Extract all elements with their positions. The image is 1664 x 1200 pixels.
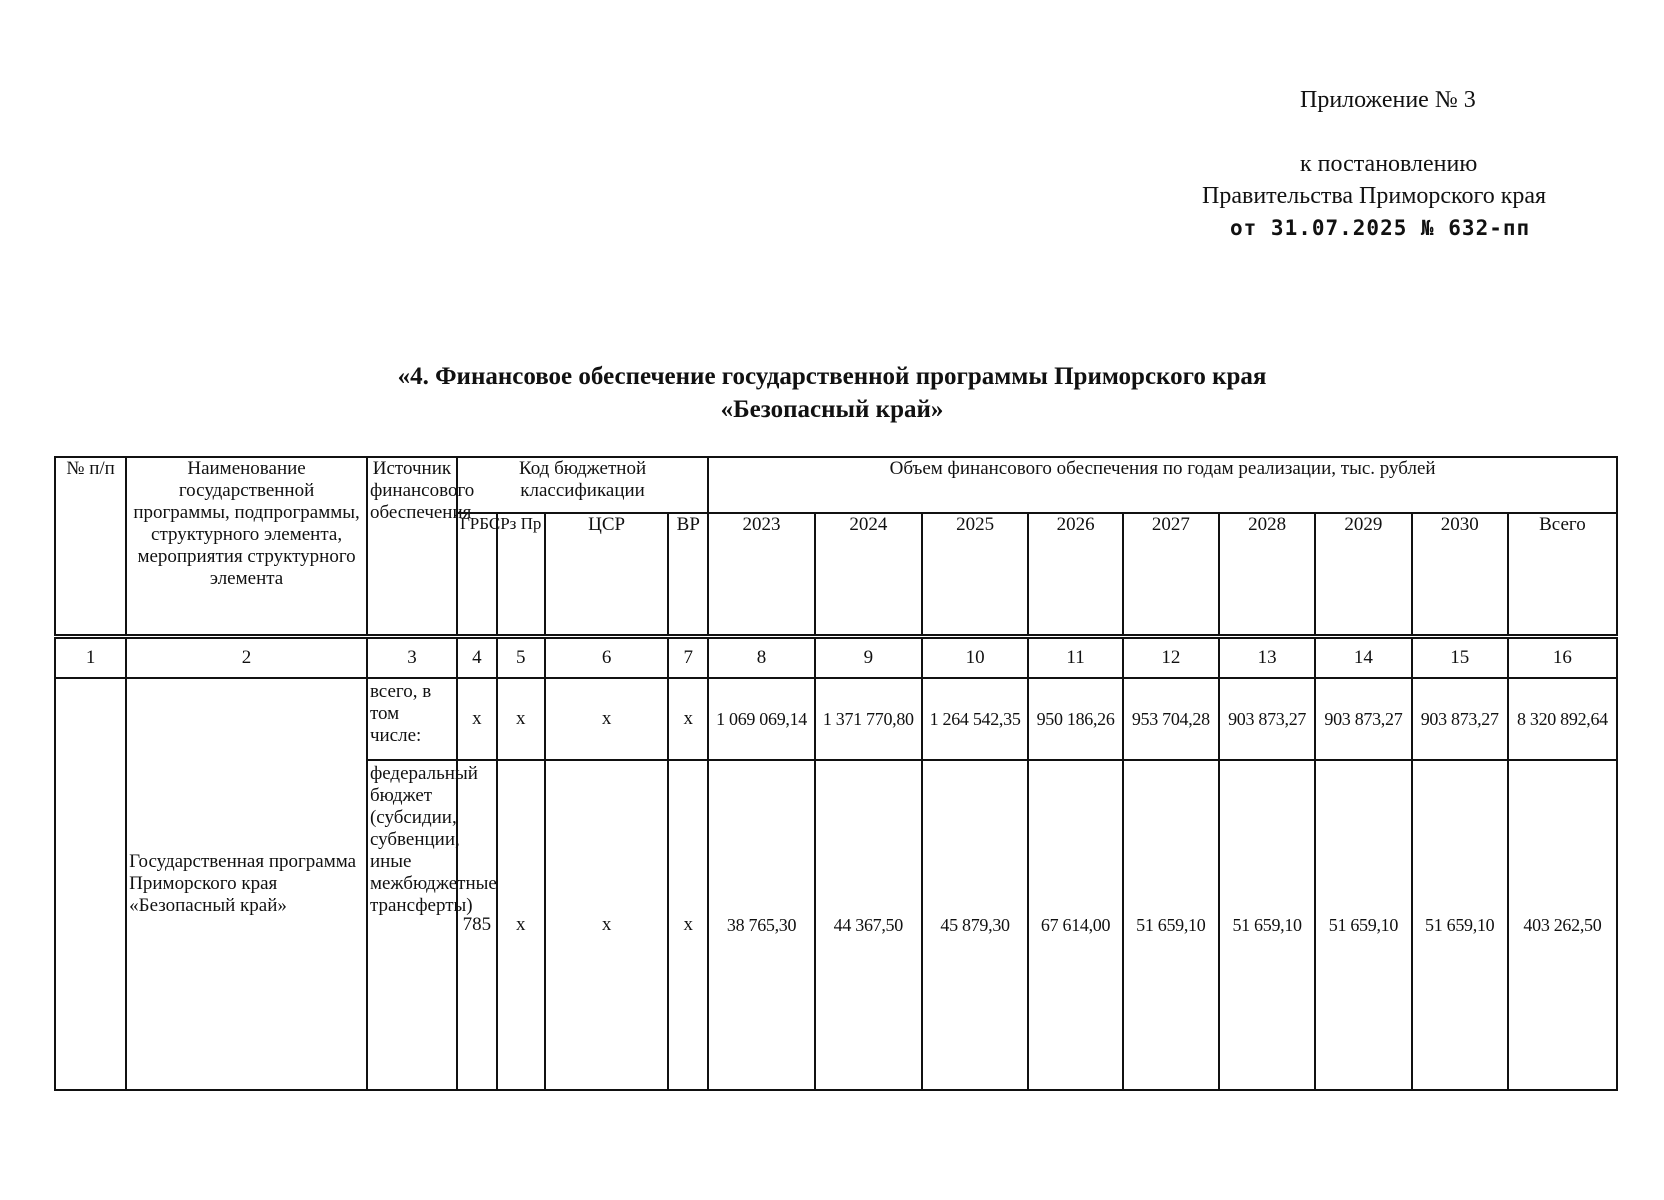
value-cell-2028: 51 659,10	[1219, 760, 1315, 1090]
grbs-cell: 785	[457, 760, 497, 1090]
vr-cell: x	[668, 760, 708, 1090]
grbs-cell: x	[457, 678, 497, 760]
value-cell-2029: 51 659,10	[1315, 760, 1411, 1090]
header-grbs: ГРБС	[457, 513, 497, 637]
table-row	[55, 678, 1617, 760]
value-cell-2030: 903 873,27	[1412, 678, 1508, 760]
header-budget-code: Код бюджетной классификации	[457, 457, 708, 513]
source-cell: всего, в том числе:	[367, 678, 457, 760]
value-cell-2023: 1 069 069,14	[708, 678, 815, 760]
annex-number: Приложение № 3	[1300, 87, 1476, 113]
program-name-cell: Государственная программа Приморского края «Безопасный край»	[126, 678, 367, 1090]
value-cell-2025: 45 879,30	[922, 760, 1029, 1090]
header-volume: Объем финансового обеспечения по годам реализации, тыс. рублей	[708, 457, 1617, 513]
column-number: 11	[1028, 637, 1122, 679]
header-csr: ЦСР	[545, 513, 669, 637]
column-number: 4	[457, 637, 497, 679]
annex-to-resolution: к постановлению	[1300, 151, 1478, 177]
header-num: № п/п	[55, 457, 126, 637]
document-title	[0, 360, 1664, 426]
column-number: 7	[668, 637, 708, 679]
header-year-2028: 2028	[1219, 513, 1315, 637]
header-total: Всего	[1508, 513, 1617, 637]
column-number: 5	[497, 637, 545, 679]
header-year-2026: 2026	[1028, 513, 1122, 637]
value-cell-2026: 950 186,26	[1028, 678, 1122, 760]
csr-cell: x	[545, 760, 669, 1090]
value-cell-2026: 67 614,00	[1028, 760, 1122, 1090]
financing-table	[54, 456, 1618, 1091]
header-year-2029: 2029	[1315, 513, 1411, 637]
column-number: 13	[1219, 637, 1315, 679]
value-cell-2024: 44 367,50	[815, 760, 922, 1090]
header-vr: ВР	[668, 513, 708, 637]
header-name: Наименование государственной программы, подпрограммы, структурного элемента, мероприятия структурного элемента	[126, 457, 367, 637]
value-cell-2023: 38 765,30	[708, 760, 815, 1090]
vr-cell: x	[668, 678, 708, 760]
source-cell: федеральный бюджет (субсидии, субвенции, иные межбюджетные трансферты)	[367, 760, 457, 1090]
row-num-cell	[55, 678, 126, 1090]
value-cell-2024: 1 371 770,80	[815, 678, 922, 760]
header-year-2027: 2027	[1123, 513, 1219, 637]
value-cell-2027: 51 659,10	[1123, 760, 1219, 1090]
header-year-2030: 2030	[1412, 513, 1508, 637]
rzpr-cell: x	[497, 760, 545, 1090]
column-number: 16	[1508, 637, 1617, 679]
rzpr-cell: x	[497, 678, 545, 760]
value-cell-2030: 51 659,10	[1412, 760, 1508, 1090]
title-line-1: «4. Финансовое обеспечение государственной программы Приморского края	[397, 363, 1267, 390]
column-number: 10	[922, 637, 1029, 679]
column-number: 3	[367, 637, 457, 679]
column-number: 15	[1412, 637, 1508, 679]
header-year-2025: 2025	[922, 513, 1029, 637]
header-rzpr: Рз Пр	[497, 513, 545, 637]
value-cell-total: 403 262,50	[1508, 760, 1617, 1090]
column-number: 2	[126, 637, 367, 679]
value-cell-2027: 953 704,28	[1123, 678, 1219, 760]
header-year-2023: 2023	[708, 513, 815, 637]
title-line-2: «Безопасный край»	[720, 396, 944, 423]
column-number: 1	[55, 637, 126, 679]
annex-government: Правительства Приморского края	[1202, 183, 1547, 209]
column-number: 6	[545, 637, 669, 679]
annex-date-number: от 31.07.2025 № 632-пп	[1230, 216, 1531, 240]
header-source: Источник финансового обеспечения	[367, 457, 457, 637]
column-number: 8	[708, 637, 815, 679]
column-number: 14	[1315, 637, 1411, 679]
header-year-2024: 2024	[815, 513, 922, 637]
column-number: 9	[815, 637, 922, 679]
value-cell-2028: 903 873,27	[1219, 678, 1315, 760]
column-number: 12	[1123, 637, 1219, 679]
value-cell-total: 8 320 892,64	[1508, 678, 1617, 760]
column-numbers-row	[55, 637, 1617, 679]
value-cell-2029: 903 873,27	[1315, 678, 1411, 760]
value-cell-2025: 1 264 542,35	[922, 678, 1029, 760]
csr-cell: x	[545, 678, 669, 760]
